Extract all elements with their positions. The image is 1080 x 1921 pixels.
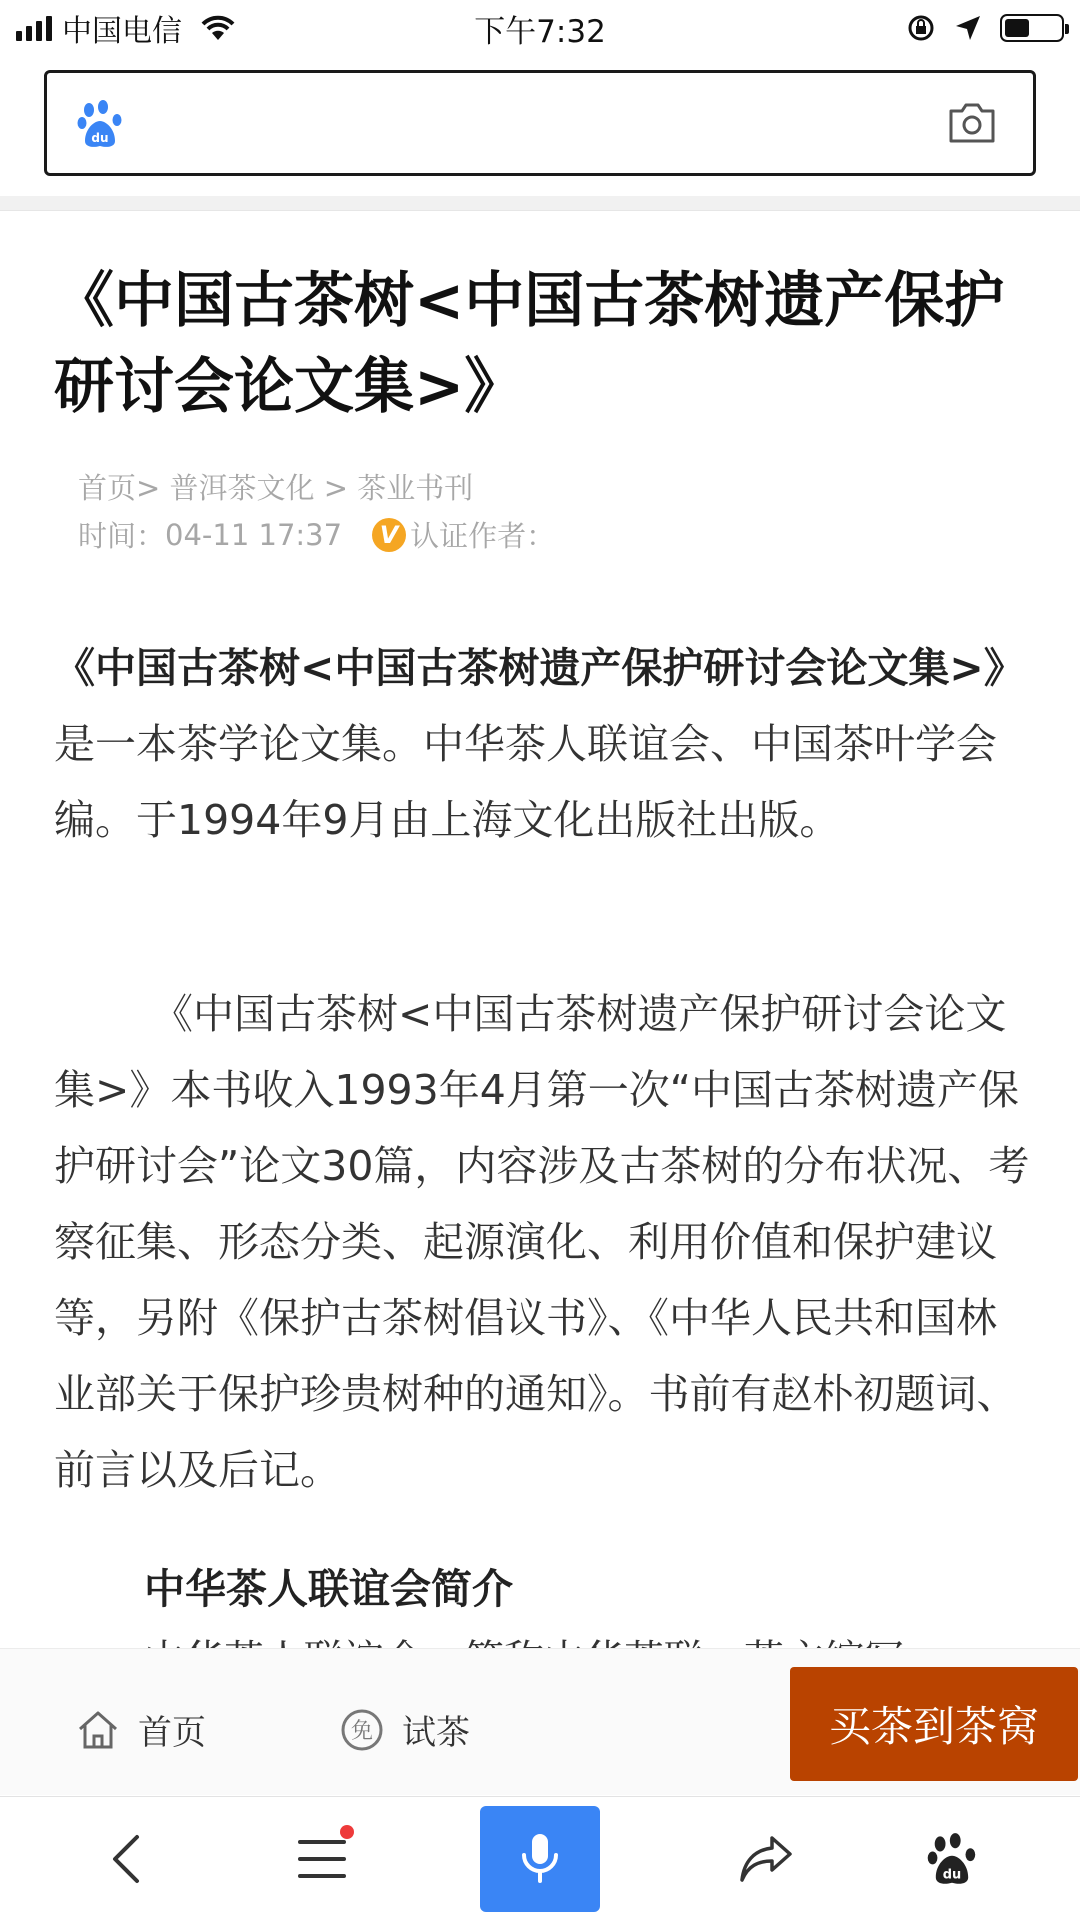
search-bar[interactable] (44, 70, 1036, 176)
battery-icon (1000, 14, 1064, 42)
site-home-link[interactable] (76, 1705, 206, 1754)
cutoff-text (144, 1628, 1024, 1650)
lead-paragraph (54, 630, 1036, 858)
verified-badge-icon: V (372, 518, 406, 552)
svg-text:免: 免 (350, 1718, 374, 1744)
site-try-link[interactable] (340, 1705, 470, 1754)
browser-toolbar (0, 1796, 1080, 1921)
lead-rest: 是一本茶学论文集。中华茶人联谊会、中国茶叶学会编。于1994年9月由上海文化出版社出版。 (54, 720, 997, 844)
notification-dot (340, 1825, 354, 1839)
orientation-lock-icon (906, 13, 936, 43)
carrier-name: 中国电信 (62, 14, 182, 49)
svg-text:du: du (942, 1867, 962, 1883)
section-heading: 中华茶人联谊会简介 (144, 1565, 513, 1613)
site-home-label: 首页 (138, 1713, 206, 1753)
clock: 下午7:32 (474, 14, 606, 50)
lead-bold: 《中国古茶树<中国古茶树遗产保护研讨会论文集>》 (54, 644, 1025, 692)
share-button[interactable] (716, 1797, 816, 1921)
author-label: 认证作者： (410, 519, 556, 553)
menu-icon (296, 1836, 348, 1882)
status-bar (0, 0, 1080, 56)
site-try-label: 试茶 (402, 1713, 470, 1753)
publish-time: 04-11 17:37 (165, 517, 343, 552)
voice-search-button[interactable] (480, 1797, 600, 1921)
share-icon (738, 1834, 794, 1884)
back-button[interactable] (80, 1797, 170, 1921)
buy-tea-button[interactable]: 买茶到茶窝 (790, 1667, 1078, 1781)
baidu-paw-icon (927, 1832, 977, 1886)
menu-button[interactable] (272, 1797, 372, 1921)
back-icon (105, 1831, 145, 1887)
article-meta (78, 514, 978, 555)
time-label: 时间： (78, 519, 166, 553)
home-icon (76, 1709, 120, 1751)
baidu-home-button[interactable] (902, 1797, 1002, 1921)
site-bottom-bar (0, 1648, 1080, 1795)
location-arrow-icon (954, 14, 982, 42)
divider (0, 196, 1080, 211)
search-input[interactable] (147, 87, 931, 161)
body-paragraph: 《中国古茶树<中国古茶树遗产保护研讨会论文集>》本书收入1993年4月第一次“中国古茶树遗产保护研讨会”论文30篇，内容涉及古茶树的分布状况、考察征集、形态分类、起源演化、利用价值和保护建议等，另附《保护古茶树倡议书》、《中华人民共和国林业部关于保护珍贵树种的通知》。书前有赵朴初题词、前言以及后记。 (54, 990, 1030, 1494)
microphone-icon (519, 1831, 561, 1887)
article-title: 《中国古茶树<中国古茶树遗产保护研讨会论文集>》 (54, 266, 1005, 422)
camera-icon[interactable] (947, 101, 997, 145)
svg-text:du: du (91, 131, 109, 145)
breadcrumb[interactable]: 首页> 普洱茶文化 > 茶业书刊 (78, 471, 474, 505)
baidu-paw-icon (77, 99, 123, 149)
free-trial-icon (340, 1708, 384, 1752)
